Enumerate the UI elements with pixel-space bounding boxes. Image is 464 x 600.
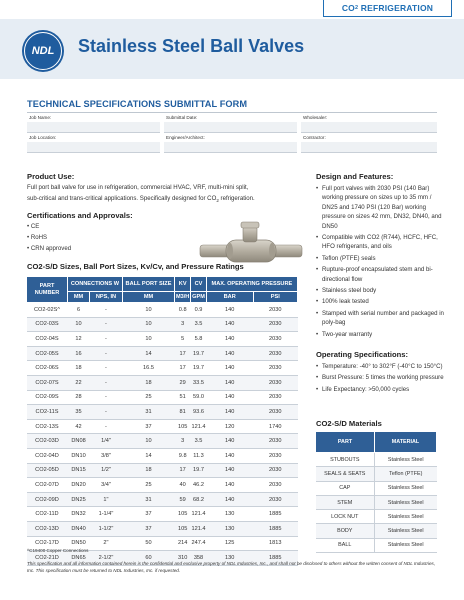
table-cell: 37 (122, 419, 174, 434)
table-cell: - (90, 332, 123, 347)
field-label: Submittal Date: (166, 115, 198, 120)
table-cell: 59.0 (191, 390, 207, 405)
table-cell: 33.5 (191, 375, 207, 390)
table-row (27, 375, 298, 390)
table-cell: 214 (175, 536, 191, 551)
col-material: MATERIAL (375, 432, 437, 453)
col-part: PART (316, 432, 375, 453)
job-location-field[interactable] (27, 133, 160, 153)
sizes-table (26, 276, 298, 566)
col-cv: CV (191, 277, 207, 292)
table-cell: 18 (122, 375, 174, 390)
material-part: STEM (316, 495, 375, 509)
table-cell: 140 (206, 434, 253, 449)
badge-prefix: CO (341, 3, 355, 13)
table-cell: 140 (206, 332, 253, 347)
subheader-cell: GPM (191, 292, 207, 303)
table-row (27, 346, 298, 361)
material-part: CAP (316, 481, 375, 495)
design-heading: Design and Features: (316, 172, 394, 181)
submittal-form (27, 112, 437, 153)
field-label: Engineer/Architect: (166, 135, 205, 140)
table-cell: CO2-05S (27, 346, 68, 361)
table-cell: 93.6 (191, 405, 207, 420)
table-cell: 105 (175, 419, 191, 434)
table-cell: DN65 (68, 551, 90, 566)
table-cell: 10 (122, 434, 174, 449)
design-list (316, 184, 446, 341)
table-cell: 25 (122, 390, 174, 405)
submittal-date-field[interactable] (164, 113, 297, 133)
table-cell: 29 (175, 375, 191, 390)
logo-text: NDL (24, 32, 62, 70)
line2-sub: 2 (216, 197, 219, 203)
product-use-line2 (27, 194, 317, 207)
wholesaler-field[interactable] (301, 113, 437, 133)
table-cell: - (90, 390, 123, 405)
table-cell: 9.8 (175, 448, 191, 463)
table-cell: DN40 (68, 521, 90, 536)
table-cell: 51 (175, 390, 191, 405)
product-use-line1: Full port ball valve for use in refrigeration, commercial HVAC, VRF, multi-mini split, (27, 184, 249, 191)
table-cell: 140 (206, 478, 253, 493)
materials-heading: CO2-S/D Materials (316, 419, 382, 428)
table-cell: 16.5 (122, 361, 174, 376)
table-cell: 3 (175, 434, 191, 449)
field-label: Wholesaler: (303, 115, 328, 120)
col-connections: CONNECTIONS W (68, 277, 123, 292)
table-cell: 6 (68, 303, 90, 318)
material-part: SEALS & SEATS (316, 467, 375, 481)
table-cell: 25 (122, 478, 174, 493)
table-row (27, 463, 298, 478)
table-cell: 2030 (253, 478, 297, 493)
table-cell: 105 (175, 521, 191, 536)
material-row (316, 495, 437, 509)
table-cell: 130 (206, 551, 253, 566)
table-cell: 3 (175, 317, 191, 332)
table-cell: CO2-03D (27, 434, 68, 449)
col-kv: KV (175, 277, 191, 292)
table-cell: 140 (206, 375, 253, 390)
col-pressure: MAX. OPERATING PRESSURE (206, 277, 297, 292)
table-cell: 18 (68, 361, 90, 376)
table-cell: CO2-07D (27, 478, 68, 493)
table-cell: CO2-11S (27, 405, 68, 420)
contractor-field[interactable] (301, 133, 437, 153)
col-ball-port: BALL PORT SIZE (122, 277, 174, 292)
cert-item: • CRN approved (27, 244, 72, 252)
table-row (27, 361, 298, 376)
table-cell: 37 (122, 507, 174, 522)
design-item: • Full port valves with 2030 PSI (140 Bar) working pressure on sizes up to 35 mm / DN25 and 1740 PSI (120 Bar) working pressure on sizes 42 mm, DN32, DN40, and DN50 (316, 184, 446, 231)
badge-suffix: REFRIGERATION (358, 3, 434, 13)
table-cell: 35 (68, 405, 90, 420)
table-cell: 1-1/4" (90, 507, 123, 522)
table-cell: 10 (122, 332, 174, 347)
table-row (27, 492, 298, 507)
table-cell: 0.8 (175, 303, 191, 318)
material-part: BALL (316, 538, 375, 552)
table-cell: 22 (68, 375, 90, 390)
category-badge (323, 0, 452, 17)
table-cell: - (90, 375, 123, 390)
table-cell: 1885 (253, 521, 297, 536)
table-row (27, 390, 298, 405)
table-row (27, 317, 298, 332)
design-item: • Teflon (PTFE) seals (316, 254, 446, 263)
table-cell: DN50 (68, 536, 90, 551)
table-cell: CO2-02S^ (27, 303, 68, 318)
table-cell: DN10 (68, 448, 90, 463)
table-cell: 140 (206, 405, 253, 420)
table-cell: 105 (175, 507, 191, 522)
table-cell: 10 (122, 303, 174, 318)
table-cell: 2030 (253, 448, 297, 463)
material-part: BODY (316, 524, 375, 538)
subheader-cell: MM (68, 292, 90, 303)
table-cell: - (90, 303, 123, 318)
ndl-logo (22, 30, 64, 72)
badge-sub: 2 (354, 5, 359, 11)
table-cell: 68.2 (191, 492, 207, 507)
table-cell: CO2-11D (27, 507, 68, 522)
job-name-field[interactable] (27, 113, 160, 133)
table-cell: - (90, 419, 123, 434)
table-cell: 2030 (253, 361, 297, 376)
table-row (27, 405, 298, 420)
table-cell: 37 (122, 521, 174, 536)
table-cell: CO2-09D (27, 492, 68, 507)
table-cell: 2030 (253, 303, 297, 318)
table-cell: 358 (191, 551, 207, 566)
table-cell: 140 (206, 303, 253, 318)
table-cell: - (90, 317, 123, 332)
table-cell: 3.5 (191, 317, 207, 332)
footnote: ^C19400 Copper Connections (27, 548, 89, 553)
design-item: • Compatible with CO2 (R744), HCFC, HFC, HFO refrigerants, and oils (316, 233, 446, 252)
product-use-text (27, 183, 317, 206)
table-cell: 2030 (253, 390, 297, 405)
table-cell: 2030 (253, 405, 297, 420)
sizes-table-title: CO2-S/D Sizes, Ball Port Sizes, Kv/Cv, and Pressure Ratings (27, 262, 244, 271)
certifications-heading: Certifications and Approvals: (27, 211, 133, 220)
table-cell: 140 (206, 463, 253, 478)
table-row (27, 434, 298, 449)
design-item: • Stainless steel body (316, 286, 446, 295)
cert-item: • CE (27, 223, 40, 230)
table-cell: 19.7 (191, 346, 207, 361)
table-cell: 2030 (253, 346, 297, 361)
table-cell: CO2-21D (27, 551, 68, 566)
material-value: Teflon (PTFE) (375, 467, 437, 481)
table-cell: 1740 (253, 419, 297, 434)
table-cell: 31 (122, 492, 174, 507)
table-cell: 3.5 (191, 434, 207, 449)
cert-item: • RoHS (27, 233, 48, 241)
table-cell: 14 (122, 448, 174, 463)
table-cell: 140 (206, 346, 253, 361)
table-cell: 1" (90, 492, 123, 507)
table-cell: - (90, 405, 123, 420)
table-cell: 1885 (253, 551, 297, 566)
table-cell: 11.3 (191, 448, 207, 463)
material-value: Stainless Steel (375, 481, 437, 495)
engineer-field[interactable] (164, 133, 297, 153)
table-cell: 121.4 (191, 507, 207, 522)
table-cell: 140 (206, 361, 253, 376)
table-cell: DN25 (68, 492, 90, 507)
table-cell: 17 (175, 346, 191, 361)
operating-item: • Life Expectancy: >50,000 cycles (316, 385, 446, 394)
table-cell: 121.4 (191, 419, 207, 434)
table-cell: 1/2" (90, 463, 123, 478)
design-item: • Rupture-proof encapsulated stem and bi-directional flow (316, 265, 446, 284)
design-item: • 100% leak tested (316, 297, 446, 306)
table-row (27, 303, 298, 318)
material-row (316, 467, 437, 481)
subheader-cell: NPS, IN (90, 292, 123, 303)
legal-disclaimer: This specification and all information contained herein is the confidential and exclusive property of NDL Industries, Inc., and shall not be disclosed to others without the written consent of NDL Industries, Inc. This specification must be returned to NDL Industries, Inc. if requested. (27, 561, 436, 573)
material-row (316, 524, 437, 538)
table-cell: 42 (68, 419, 90, 434)
line2-post: refrigeration. (218, 194, 255, 202)
table-cell: 1885 (253, 507, 297, 522)
table-cell: DN32 (68, 507, 90, 522)
table-cell: 1813 (253, 536, 297, 551)
table-cell: 17 (175, 463, 191, 478)
table-cell: 10 (68, 317, 90, 332)
operating-heading: Operating Specifications: (316, 350, 408, 359)
table-cell: 46.2 (191, 478, 207, 493)
table-cell: 140 (206, 492, 253, 507)
table-cell: 40 (175, 478, 191, 493)
table-cell: - (90, 361, 123, 376)
operating-item: • Burst Pressure: 5 times the working pressure (316, 373, 446, 382)
table-cell: 31 (122, 405, 174, 420)
table-cell: CO2-07S (27, 375, 68, 390)
field-label: Job Name: (29, 115, 52, 120)
table-cell: 3/8" (90, 448, 123, 463)
table-cell: 130 (206, 507, 253, 522)
table-cell: 2-1/2" (90, 551, 123, 566)
table-cell: 0.9 (191, 303, 207, 318)
table-cell: 2030 (253, 317, 297, 332)
table-row (27, 521, 298, 536)
table-cell: CO2-09S (27, 390, 68, 405)
product-use-heading: Product Use: (27, 172, 75, 181)
materials-table (315, 431, 437, 553)
material-row (316, 453, 437, 467)
table-cell: CO2-04S (27, 332, 68, 347)
table-cell: 3/4" (90, 478, 123, 493)
subheader-cell: M3/H (175, 292, 191, 303)
table-cell: - (90, 346, 123, 361)
table-cell: 2030 (253, 375, 297, 390)
field-label: Job Location: (29, 135, 57, 140)
table-cell: CO2-13D (27, 521, 68, 536)
table-cell: 17 (175, 361, 191, 376)
table-cell: 19.7 (191, 361, 207, 376)
material-row (316, 481, 437, 495)
certifications-list (27, 222, 71, 254)
table-cell: DN20 (68, 478, 90, 493)
field-label: Contractor: (303, 135, 326, 140)
material-value: Stainless Steel (375, 524, 437, 538)
table-cell: DN08 (68, 434, 90, 449)
table-cell: 121.4 (191, 521, 207, 536)
material-part: STUBOUTS (316, 453, 375, 467)
table-cell: 5.8 (191, 332, 207, 347)
table-cell: 1-1/2" (90, 521, 123, 536)
table-cell: 5 (175, 332, 191, 347)
table-cell: 140 (206, 317, 253, 332)
table-cell: CO2-05D (27, 463, 68, 478)
table-cell: 310 (175, 551, 191, 566)
table-cell: 140 (206, 448, 253, 463)
table-cell: 10 (122, 317, 174, 332)
table-cell: 125 (206, 536, 253, 551)
table-cell: 16 (68, 346, 90, 361)
material-value: Stainless Steel (375, 538, 437, 552)
design-item: • Stamped with serial number and packaged in poly-bag (316, 309, 446, 328)
table-cell: 2030 (253, 463, 297, 478)
table-cell: 60 (122, 551, 174, 566)
design-item: • Two-year warranty (316, 330, 446, 339)
table-cell: 2030 (253, 492, 297, 507)
table-cell: DN15 (68, 463, 90, 478)
table-row (27, 448, 298, 463)
table-cell: 12 (68, 332, 90, 347)
table-cell: 28 (68, 390, 90, 405)
material-value: Stainless Steel (375, 453, 437, 467)
table-cell: 50 (122, 536, 174, 551)
table-cell: CO2-03S (27, 317, 68, 332)
operating-item: • Temperature: -40° to 302°F (-40°C to 150°C) (316, 362, 446, 371)
table-cell: 14 (122, 346, 174, 361)
table-cell: 130 (206, 521, 253, 536)
operating-list (316, 362, 446, 396)
table-cell: 1/4" (90, 434, 123, 449)
material-part: LOCK NUT (316, 510, 375, 524)
table-cell: 2030 (253, 434, 297, 449)
subheader-cell: MM (122, 292, 174, 303)
table-cell: 59 (175, 492, 191, 507)
table-cell: CO2-04D (27, 448, 68, 463)
table-cell: 81 (175, 405, 191, 420)
table-cell: CO2-17D (27, 536, 68, 551)
table-cell: CO2-06S (27, 361, 68, 376)
table-row (27, 478, 298, 493)
table-row (27, 419, 298, 434)
material-value: Stainless Steel (375, 510, 437, 524)
subheader-cell: PSI (253, 292, 297, 303)
table-cell: CO2-13S (27, 419, 68, 434)
table-row (27, 507, 298, 522)
subheader-cell: BAR (206, 292, 253, 303)
submittal-title: TECHNICAL SPECIFICATIONS SUBMITTAL FORM (27, 99, 248, 109)
table-cell: 140 (206, 390, 253, 405)
table-cell: 19.7 (191, 463, 207, 478)
material-row (316, 538, 437, 552)
table-cell: 2030 (253, 332, 297, 347)
page-title: Stainless Steel Ball Valves (78, 36, 305, 56)
material-value: Stainless Steel (375, 495, 437, 509)
table-cell: 247.4 (191, 536, 207, 551)
table-cell: 120 (206, 419, 253, 434)
table-row (27, 332, 298, 347)
table-cell: 2" (90, 536, 123, 551)
table-cell: 18 (122, 463, 174, 478)
material-row (316, 510, 437, 524)
col-part-number: PART NUMBER (27, 277, 68, 303)
line2-pre: sub-critical and trans-critical applications. Specifically designed for CO (27, 194, 217, 202)
